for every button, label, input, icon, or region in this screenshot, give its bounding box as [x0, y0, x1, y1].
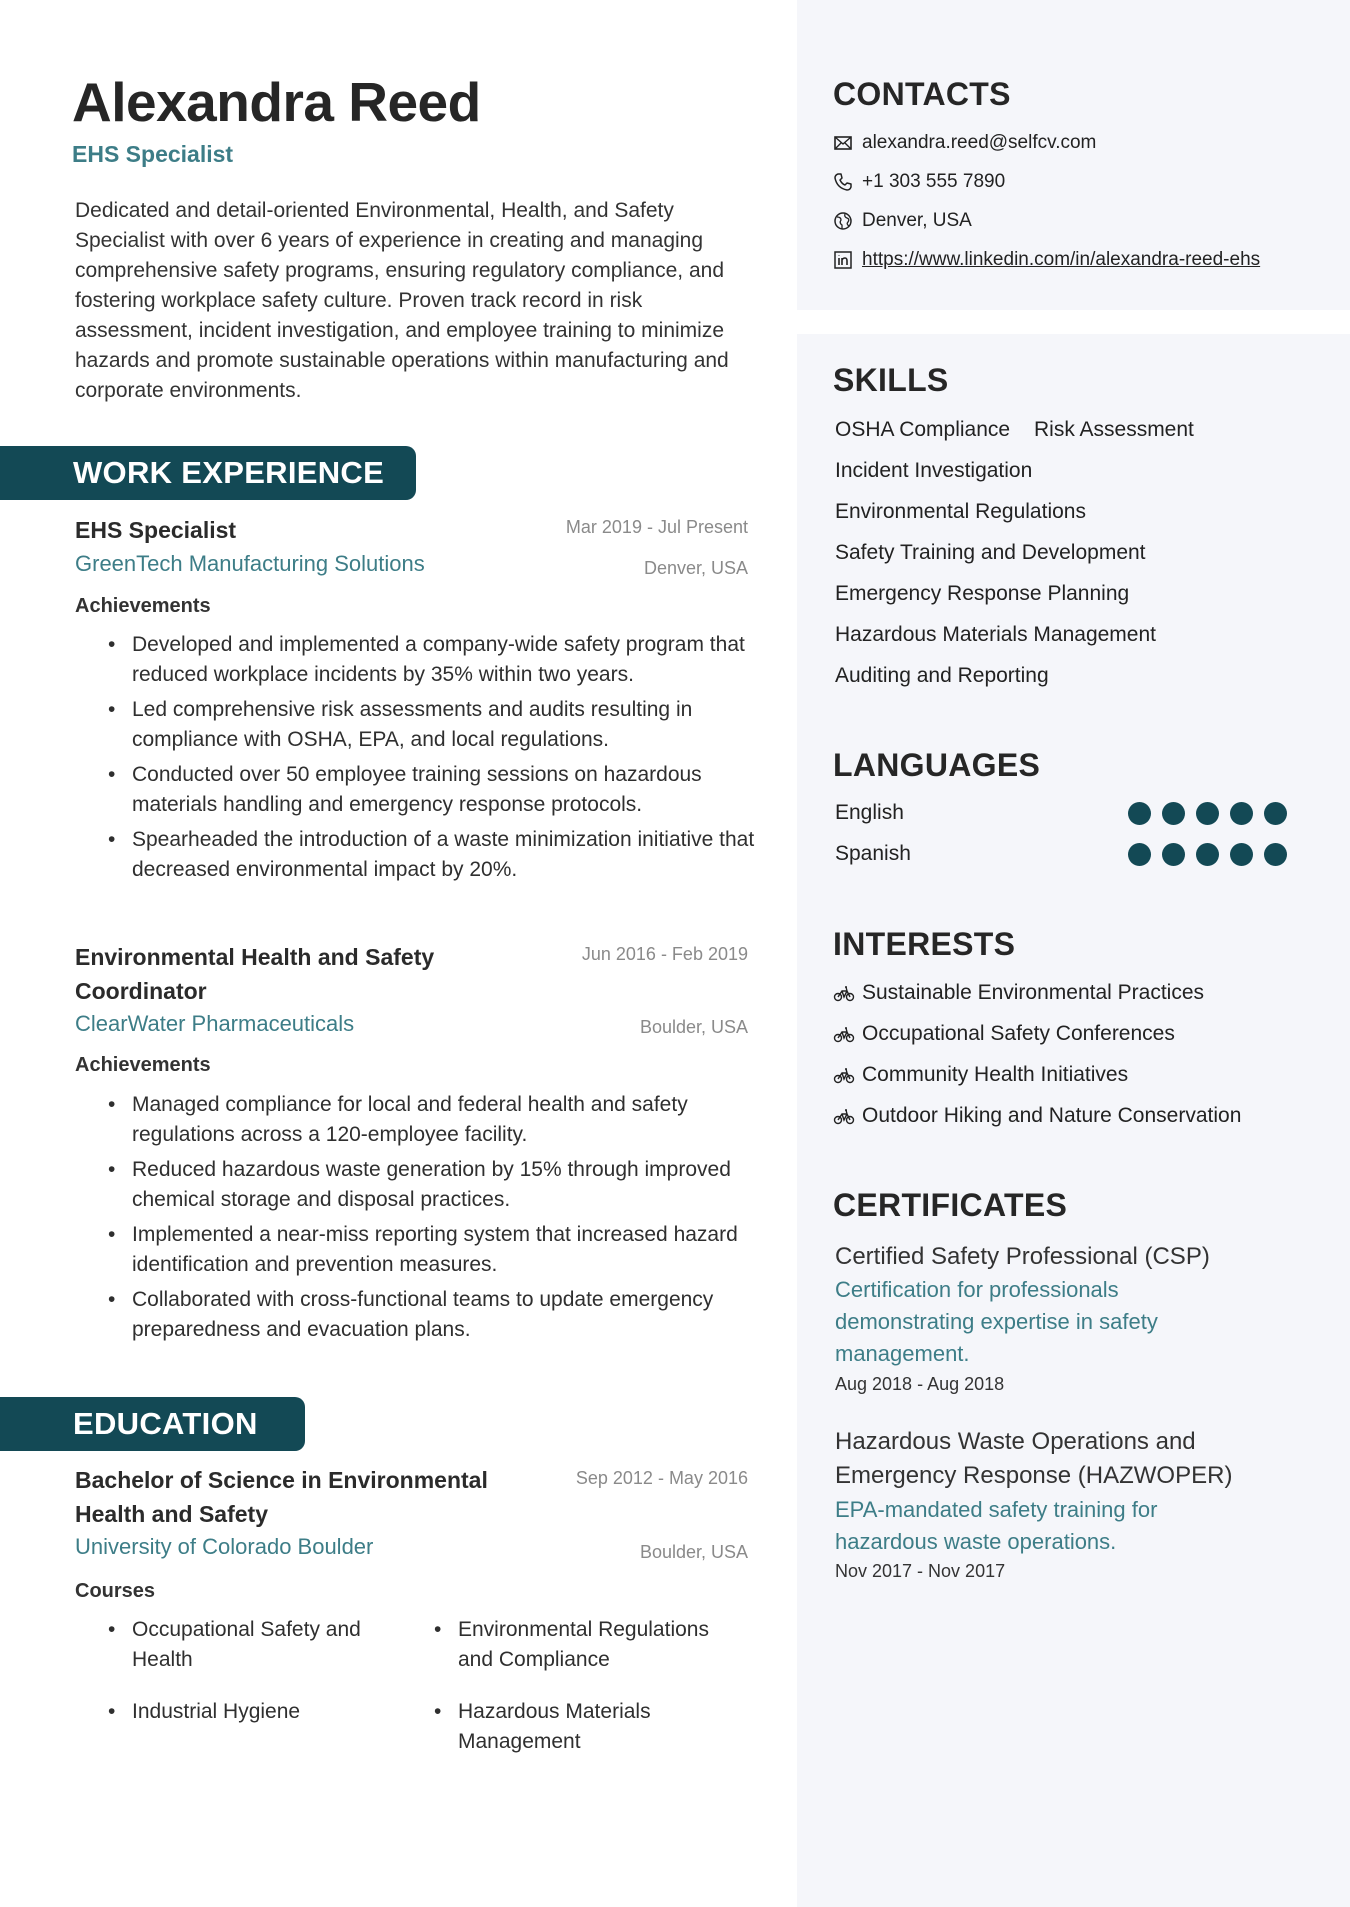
bicycle-icon [833, 1023, 855, 1045]
interest-label: Sustainable Environmental Practices [862, 981, 1205, 1004]
candidate-role: EHS Specialist [72, 141, 234, 167]
mail-icon [833, 133, 853, 153]
interest-item [833, 981, 1204, 1005]
skill-item: Environmental Regulations [835, 500, 1086, 523]
course-item: • Environmental Regulations and Compliance [401, 1615, 741, 1675]
certificate-dates: Aug 2018 - Aug 2018 [835, 1374, 1005, 1394]
courses-list [75, 1697, 375, 1732]
level-dot [1264, 843, 1287, 866]
interest-label: Occupational Safety Conferences [862, 1022, 1175, 1045]
level-dot [1230, 843, 1253, 866]
level-dot [1128, 802, 1151, 825]
course-item: • Occupational Safety and Health [75, 1615, 375, 1675]
languages-heading: LANGUAGES [833, 747, 1041, 783]
courses-list [401, 1697, 741, 1762]
contact-email[interactable] [833, 132, 1096, 154]
level-dot [1162, 802, 1185, 825]
job-title: Environmental Health and Safety Coordinator [75, 944, 435, 1004]
achievements-label: Achievements [75, 1054, 211, 1076]
language-name: English [835, 801, 904, 824]
globe-icon [833, 211, 853, 231]
certificates-heading: CERTIFICATES [833, 1187, 1068, 1223]
bicycle-icon [833, 1105, 855, 1127]
school-name: University of Colorado Boulder [75, 1534, 374, 1559]
contacts-heading: CONTACTS [833, 76, 1011, 112]
achievements-label: Achievements [75, 595, 211, 617]
course-item: • Hazardous Materials Management [401, 1697, 741, 1757]
phone-icon [833, 172, 853, 192]
bicycle-icon [833, 982, 855, 1004]
level-dot [1264, 802, 1287, 825]
achievement-item: • Implemented a near-miss reporting system that increased hazard identification and prevention measures. [75, 1220, 755, 1280]
job-company: GreenTech Manufacturing Solutions [75, 551, 425, 576]
interest-label: Outdoor Hiking and Nature Conservation [862, 1104, 1242, 1127]
level-dot [1162, 843, 1185, 866]
certificate-description: EPA-mandated safety training for hazardous waste operations. [835, 1497, 1158, 1554]
courses-list [401, 1615, 741, 1680]
certificate-description: Certification for professionals demonstrating expertise in safety management. [835, 1277, 1158, 1366]
level-dot [1230, 802, 1253, 825]
language-level [1128, 802, 1287, 825]
education-location: Boulder, USA [639, 1542, 748, 1562]
achievement-item: • Collaborated with cross-functional teams to update emergency preparedness and evacuation plans. [75, 1285, 755, 1345]
level-dot [1128, 843, 1151, 866]
certificate-dates: Nov 2017 - Nov 2017 [835, 1561, 1006, 1581]
sidebar-divider [797, 310, 1350, 334]
skill-item: Risk Assessment [1034, 418, 1194, 441]
skills-heading: SKILLS [833, 362, 949, 398]
job-dates: Mar 2019 - Jul Present [565, 517, 748, 537]
linkedin-link[interactable]: https://www.linkedin.com/in/alexandra-reed-ehs [862, 249, 1261, 270]
location-text: Denver, USA [862, 210, 972, 231]
interest-label: Community Health Initiatives [862, 1063, 1129, 1086]
interests-heading: INTERESTS [833, 926, 1016, 962]
certificate-title: Certified Safety Professional (CSP) [835, 1243, 1210, 1270]
job-title: EHS Specialist [75, 517, 237, 543]
language-name: Spanish [835, 842, 911, 865]
job-location: Denver, USA [643, 558, 748, 578]
education-dates: Sep 2012 - May 2016 [575, 1468, 748, 1488]
job-location: Boulder, USA [639, 1017, 748, 1037]
education-heading: EDUCATION [0, 1397, 305, 1451]
job-company: ClearWater Pharmaceuticals [75, 1011, 355, 1036]
phone-text: +1 303 555 7890 [862, 171, 1006, 192]
achievement-item: • Reduced hazardous waste generation by 15% through improved chemical storage and disposal practices. [75, 1155, 755, 1215]
courses-label: Courses [75, 1580, 156, 1602]
interest-item [833, 1063, 1128, 1087]
achievement-item: • Conducted over 50 employee training sessions on hazardous materials handling and emergency response protocols. [75, 760, 755, 820]
skill-item: Hazardous Materials Management [835, 623, 1156, 646]
level-dot [1196, 843, 1219, 866]
bicycle-icon [833, 1064, 855, 1086]
level-dot [1196, 802, 1219, 825]
contact-linkedin[interactable] [833, 249, 1260, 271]
achievements-list [75, 630, 755, 890]
interest-item [833, 1022, 1175, 1046]
language-row [835, 801, 1287, 825]
skill-item: Emergency Response Planning [835, 582, 1130, 605]
language-row [835, 842, 1287, 866]
degree-title: Bachelor of Science in Environmental Health and Safety [75, 1467, 488, 1527]
skill-item: Safety Training and Development [835, 541, 1146, 564]
language-level [1128, 843, 1287, 866]
certificate-title: Hazardous Waste Operations and Emergency Response (HAZWOPER) [835, 1428, 1233, 1489]
achievements-list [75, 1090, 755, 1350]
courses-list [75, 1615, 375, 1680]
job-dates: Jun 2016 - Feb 2019 [581, 944, 748, 964]
skill-item: Incident Investigation [835, 459, 1033, 482]
course-item: • Industrial Hygiene [75, 1697, 375, 1727]
email-text: alexandra.reed@selfcv.com [862, 132, 1097, 153]
linkedin-icon [833, 250, 853, 270]
work-experience-heading: WORK EXPERIENCE [0, 446, 416, 500]
achievement-item: • Led comprehensive risk assessments and audits resulting in compliance with OSHA, EPA, and local regulations. [75, 695, 755, 755]
skill-item: Auditing and Reporting [835, 664, 1049, 687]
achievement-item: • Spearheaded the introduction of a waste minimization initiative that decreased environmental impact by 20%. [75, 825, 755, 885]
skill-item: OSHA Compliance [835, 418, 1011, 441]
contact-phone[interactable] [833, 171, 1005, 193]
summary: Dedicated and detail-oriented Environmental, Health, and Safety Specialist with over 6 years of experience in creating and managing comprehensive safety programs, ensuring regulatory compliance, and fostering workplace safety culture. Proven track record in risk assessment, incident investigation, and employee training to minimize hazards and promote sustainable operations within manufacturing and corporate environments. [75, 199, 729, 402]
candidate-name: Alexandra Reed [72, 71, 481, 133]
achievement-item: • Developed and implemented a company-wide safety program that reduced workplace incidents by 35% within two years. [75, 630, 755, 690]
contact-location [833, 210, 972, 232]
interest-item [833, 1104, 1241, 1128]
achievement-item: • Managed compliance for local and federal health and safety regulations across a 120-employee facility. [75, 1090, 755, 1150]
